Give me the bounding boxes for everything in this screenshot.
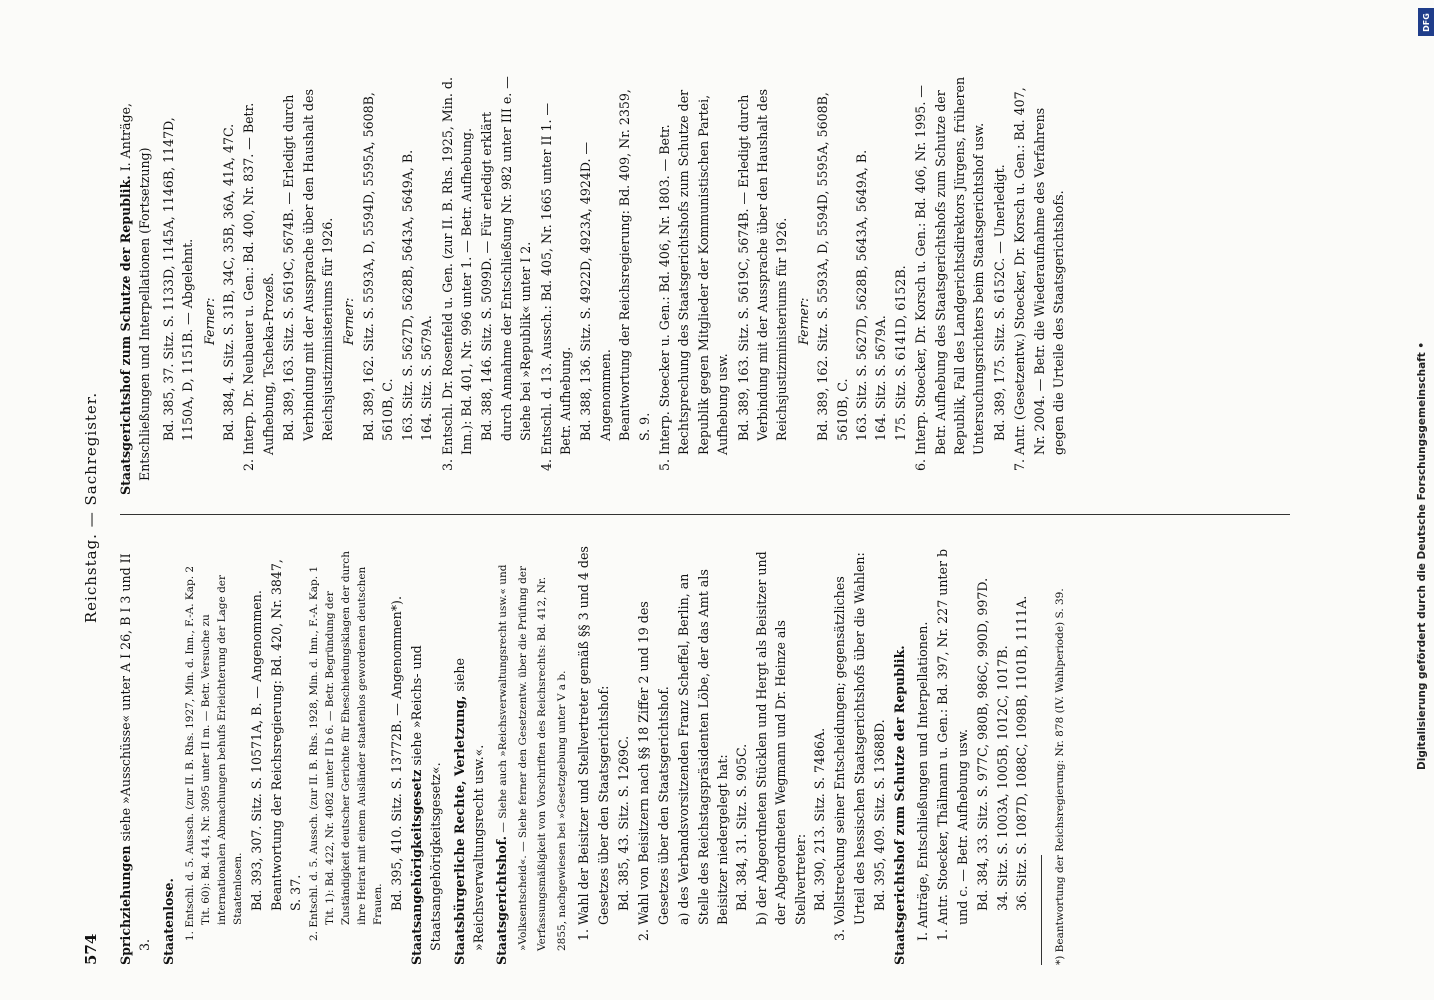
entry-item: 1. Wahl der Beisitzer und Stellvertreter gemäß §§ 3 und 4 des Gesetzes über den Staatsgerichtshof: [576, 546, 611, 941]
register-entry [450, 545, 489, 965]
entry-text: siehe »Reichsverwaltungsrecht usw.«. [451, 658, 487, 951]
entry-reference: Beantwortung der Reichsregierung: Bd. 420, Nr. 3847, S. 37. [268, 559, 304, 911]
entry-reference: 175. Sitz. S. 6141D, 6152B. [892, 265, 908, 441]
entry-reference: Bd. 393, 307. Sitz. S. 10571A, B. — Angenommen. [249, 590, 265, 911]
entry-subitem: b) der Abgeordneten Stücklen und Hergt als Beisitzer und der Abgeordneten Wegmann und Dr. Heinze als Stellvertreter: [753, 551, 808, 925]
entry-reference: Bd. 395, 410. Sitz. S. 13772B. — Angenommen*). [389, 596, 405, 911]
entry-reference: Bd. 385, 37. Sitz. S. 1133D, 1145A, 1146B, 1147D, 1150A, D, 1151B. — Abgelehnt. [160, 117, 196, 441]
entry-heading: Staatsgerichtshof. [494, 835, 510, 965]
entry-reference: Bd. 389, 163. Sitz. S. 5619C, 5674B. — Erledigt durch Verbindung mit der Aussprache über den Haushalt des Reichsjustizministeriums für 1926. [735, 89, 790, 441]
entry-reference: Bd. 389, 162. Sitz. S. 5593A, D, 5594D, 5595A, 5608B, 5610B, C. [360, 92, 396, 441]
entry-subitem: a) des Verbandsvorsitzenden Franz Scheffel, Berlin, an Stelle des Reichstagspräsidenten Löbe, der das Amt als Beisitzer niedergelegt hat: [676, 569, 730, 925]
entry-item: 3. Vollstreckung seiner Entscheidungen; gegensätzliches Urteil des hessischen Staatsgerichtshofs über die Wahlen: [832, 552, 867, 941]
entry-item: 2. Entschl. d. 5. Aussch. (zur II. B. Rhs. 1928, Min. d. Inn., F.-A. Kap. 1 Tit. 1): Bd. 422, Nr. 4082 unter II b 6. — Betr. Begründung der Zuständigkeit deutscher Gerichte für Eheschiedungsklagen der durch ihre Heirat mit einem Ausländer staatenlos gewordenen deutschen Frauen. [308, 551, 385, 941]
entry-heading: Staatenlose. [160, 878, 176, 965]
entry-reference: Bd. 388, 146. Sitz. S. 5099D. — Für erledigt erklärt durch Annahme der Entschließung Nr. 982 unter III e. — Siehe bei »Republik« unter I 2. [479, 76, 534, 441]
entry-reference: Bd. 388, 136. Sitz. S. 4922D, 4923A, 4924D. — Angenommen. [578, 141, 613, 441]
entry-heading: Staatsangehörigkeitsgesetz [408, 769, 424, 965]
page-header [80, 50, 108, 965]
entry-reference: 163. Sitz. S. 5627D, 5628B, 5643A, 5649A, B. [399, 149, 415, 441]
entry-reference: 36. Sitz. S. 1087D, 1088C, 1098B, 1101B, 1111A. [1014, 595, 1030, 911]
entry-item: 6. Interp. Stoecker, Dr. Korsch u. Gen.: Bd. 406, Nr. 1995. — Betr. Aufhebung des Staatsgerichtshofs zum Schutze der Republik, Fall des Landgerichtsdirektors Jürgens, früheren Untersuchungsrichters beim Staatsgerichtshof usw. [913, 76, 987, 471]
entry-item: 1. Antr. Stoecker, Thälmann u. Gen.: Bd. 397, Nr. 227 unter b und c. — Betr. Aufhebung usw. [935, 548, 970, 941]
entry-item: 2. Interp. Dr. Neubauer u. Gen.: Bd. 400, Nr. 837. — Betr. Aufhebung, Tscheka-Prozeß. [241, 102, 276, 471]
entry-reference: Bd. 385, 43. Sitz. S. 1269C. [615, 735, 631, 911]
entry-text: I. Anträge, Entschließungen und Interpellationen (Fortsetzung) [118, 102, 153, 481]
page-number: 574 [82, 933, 100, 965]
entry-reference: 163. Sitz. S. 5627D, 5628B, 5643A, 5649A, B. [854, 149, 870, 441]
entry-text: siehe »Ausschüsse« unter A I 26, B I 3 und II 3. [118, 553, 153, 951]
dfg-logo-text: DFG [1421, 12, 1431, 32]
entry-reference: Bd. 390, 213. Sitz. S. 7486A. [811, 727, 827, 911]
entry-text: siehe »Reichs- und Staatsangehörigkeitsgesetz«. [408, 645, 444, 951]
entry-reference: Beantwortung der Reichsregierung: Bd. 409, Nr. 2359, S. 9. [617, 89, 652, 441]
entry-item: 4. Entschl. d. 13. Aussch.: Bd. 405, Nr. 1665 unter II 1. — Betr. Aufhebung. [538, 102, 573, 471]
entry-reference: Bd. 384, 33. Sitz. S. 977C, 980B, 986C, 990D, 997D. [975, 577, 991, 911]
entry-heading: Staatsgerichtshof zum Schutze der Republik. [891, 645, 907, 965]
entry-item: 2. Wahl von Beisitzern nach §§ 18 Ziffer 2 und 19 des Gesetzes über den Staatsgerichtshof. [636, 601, 671, 941]
column-divider [120, 514, 1290, 515]
register-entry [116, 75, 155, 495]
footnote: *) Beantwortung der Reichsregierung: Nr. 878 (IV. Wahlperiode) S. 39. [1053, 588, 1066, 965]
entry-reference: Bd. 389, 175. Sitz. S. 6152C. — Unerledigt. [991, 164, 1007, 441]
entry-reference: 164. Sitz. S. 5679A. [419, 315, 435, 441]
entry-heading: Staatsbürgerliche Rechte, Verletzung, [451, 695, 467, 965]
ferner-label: Ferner: [795, 297, 811, 345]
entry-heading: Staatsgerichtshof zum Schutze der Republik. [118, 175, 133, 495]
entry-item: 1. Entschl. d. 5. Aussch. (zur II. B. Rhs. 1927, Min. d. Inn., F.-A. Kap. 2 Tit. 60): Bd. 414, Nr. 3095 unter II m. — Betr. Versuche zu internationalen Abmachungen behufs Erleichterung der Lage der Staatenlosen. [184, 565, 245, 941]
ferner-label: Ferner: [341, 297, 357, 345]
entry-item: I. Anträge, Entschließungen und Interpellationen. [915, 621, 930, 941]
register-entry [492, 545, 570, 965]
entry-reference: Bd. 389, 162. Sitz. S. 5593A, D, 5594D, 5595A, 5608B, 5610B, C. [815, 92, 850, 441]
scan-credit: Digitalisierung gefördert durch die Deutsche Forschungsgemeinschaft • [1416, 341, 1428, 770]
entry-item: 5. Interp. Stoecker u. Gen.: Bd. 406, Nr. 1803. — Betr. Rechtsprechung des Staatsgerichtshofs zum Schutze der Republik gegen Mitglieder der Kommunistischen Partei, Aufhebung usw. [656, 89, 731, 471]
entry-item: 3. Entschl. Dr. Rosenfeld u. Gen. (zur II. B. Rhs. 1925, Min. d. Inn.): Bd. 401, Nr. 996 unter 1. — Betr. Aufhebung. [439, 77, 474, 471]
entry-heading: Sprichziehungen [118, 845, 133, 965]
entry-reference: Bd. 384, 4. Sitz. S. 31B, 34C, 35B, 36A, 41A, 47C. [221, 123, 237, 441]
running-head: Reichstag. — Sachregister. [82, 391, 100, 624]
left-column [116, 545, 1306, 965]
register-entry [116, 545, 155, 965]
entry-reference: 34. Sitz. S. 1003A, 1005B, 1012C, 1017B. [994, 645, 1010, 911]
entry-reference: Bd. 395, 409. Sitz. S. 13688D. [872, 719, 888, 911]
entry-text: — Siehe auch »Reichsverwaltungsrecht usw.« und »Volksentscheid«. — Siehe ferner den Gesetzentw. über die Prüfung der Verfassungsmäßigkeit von Vorschriften des Reichsrechts: Bd. 412, Nr. 2855, nachgewiesen bei »Gesetzgebung unter V a b. [497, 564, 568, 951]
entry-item: 7. Antr. (Gesetzentw.) Stoecker, Dr. Korsch u. Gen.: Bd. 407, Nr. 2004. — Betr. die Wiederaufnahme des Verfahrens gegen die Urteile des Staatsgerichtshofs. [1012, 87, 1067, 471]
rotated-register-page [80, 50, 1320, 965]
register-entry [159, 545, 178, 965]
register-entry [890, 545, 909, 965]
entry-reference: Bd. 389, 163. Sitz. S. 5619C, 5674B. — Erledigt durch Verbindung mit der Aussprache über den Haushalt des Reichsjustizministeriums für 1926. [281, 89, 336, 441]
entry-reference: 164. Sitz. S. 5679A. [873, 315, 889, 441]
right-column [116, 75, 1306, 495]
register-entry [407, 545, 446, 965]
ferner-label: Ferner: [201, 297, 217, 345]
footnote-rule [1041, 855, 1042, 965]
entry-reference: Bd. 384, 31. Sitz. S. 905C. [734, 743, 750, 911]
